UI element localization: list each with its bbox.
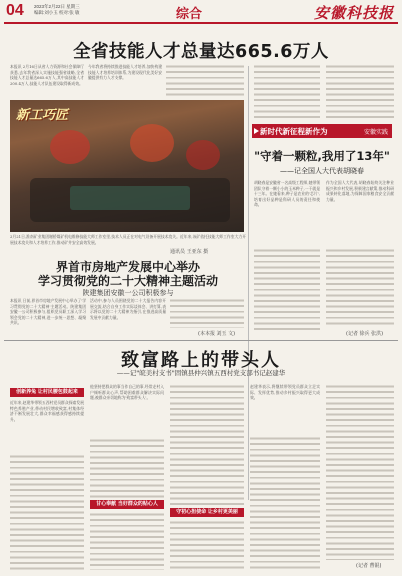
right-top-column-2 [326, 64, 394, 120]
triangle-icon [254, 128, 259, 134]
photo-credit: 通讯员 王亚东 摄 [170, 249, 209, 255]
page-header [4, 2, 398, 24]
bottom-column-2b [90, 512, 164, 570]
bottom-section-tag-1: 创新养兔 让村民腰包鼓起来 [10, 388, 84, 397]
bottom-subheadline: ——记"皖美村支书"固镇县仲兴镇五西村党支部书记赵建华 [116, 369, 286, 377]
section-divider [4, 340, 398, 341]
main-headline: 全省技能人才总量达665.6万人 [73, 42, 329, 62]
series-editor-note: (记者 徐兵 张洪) [346, 331, 384, 337]
bottom-column-3 [170, 384, 244, 506]
series-banner [252, 124, 392, 138]
main-article-column-3 [166, 64, 244, 98]
page-number: 04 [6, 2, 24, 19]
series-headline: "守着一颗粒,我用了13年" [254, 149, 390, 163]
sub-article-column-2: 活动中,参与人员围绕党的二十大报告内容开展交流,结合自身工作实际谈体会、讲打算,表示将以党的二十大精神为指引,在推进高质量发展中贡献力量。 [90, 298, 166, 320]
bottom-section-tag-3: 守初心担使命 让乡村更美丽 [170, 508, 244, 517]
bottom-section-tag-2: 甘心奉献 当好群众的贴心人 [90, 500, 164, 509]
photo-caption: 2月21日,淮南矿业集团谢桥煤矿机电维修技能大师工作室里,技术人员正在对电气设备开展技术攻关。近年来,该矿依托技能大师工作室大力开展技术攻关和人才培养工作,推动矿井安全高效发展。 [10, 234, 246, 245]
series-column-2 [326, 248, 394, 328]
bottom-column-1-text: 近年来,赵建华带领五西村党员群众探索发展特色养殖产业,带动村民增收致富,村集体经济不断发展壮大,群众幸福感获得感持续提升。 [10, 400, 84, 422]
sub-headline-line-1: 界首市房地产发展中心举办 [55, 260, 200, 274]
main-article-column-2: 今年我省将持续推进技能人才培养,加快构建技能人才培养培训体系,为建设现代化美好安徽提供有力人才支撑。 [88, 64, 162, 81]
sub-article-column-3 [170, 298, 244, 328]
bottom-editor-note: (记者 曹锟) [356, 563, 382, 569]
bottom-column-4-text: 赵建华表示,将继续带领党员群众立足实际、发挥优势,推动乡村振兴取得更大成效。 [250, 384, 320, 401]
bottom-column-4 [250, 436, 320, 570]
section-name: 综合 [176, 7, 203, 22]
news-photo [10, 100, 244, 232]
bottom-headline: 致富路上的带头人 [121, 350, 281, 371]
bottom-column-1 [10, 454, 84, 570]
bottom-column-3b [170, 520, 244, 570]
bottom-column-2-text: 他坚持把群众的事当作自己的事,经常走村入户倾听群众心声,帮助困难群众解决实际问题,被群众亲切地称为'致富带头人'。 [90, 384, 164, 401]
newspaper-masthead: 安徽科技报 [313, 4, 394, 22]
editor-credit: 编辑:刘小玉 校对:张 敏 [34, 10, 80, 15]
series-column-1 [254, 248, 320, 332]
sub-headline-line-2: 学习贯彻党的二十大精神主题活动 [37, 274, 218, 288]
bottom-column-5 [326, 384, 394, 560]
series-banner-tag: 安徽实践 [363, 129, 388, 136]
issue-date: 2023年2月22日 星期三 [34, 4, 80, 9]
bottom-column-2 [90, 438, 164, 498]
photo-caption-block [10, 234, 246, 254]
issue-date-block [34, 4, 80, 16]
sub-article-column-1: 本报讯 日前,界首市房地产发展中心举办了'学习贯彻党的二十大精神'主题活动。陕建集团安徽一公司积极参与,组织党员职工深入学习领会党的二十大精神,进一步统一思想、凝聚共识。 [10, 298, 86, 326]
photo-title: 新工巧匠 [16, 108, 69, 123]
sub-article-source: (本本报 刘玉 文) [198, 331, 236, 337]
right-top-column-1 [254, 64, 320, 120]
series-banner-title: 新时代新征程新作为 [260, 127, 328, 136]
sub-article-byline: 陕建集团安徽一公司积极参与 [82, 289, 174, 297]
column-divider [248, 66, 249, 500]
series-column-2-text: 作为全国人大代表,胡晓春始终关注种业振兴和乡村发展,积极建言献策,推动科研成果转化落地,为保障国家粮食安全贡献力量。 [326, 180, 394, 202]
main-article-column-1: 本报讯 2月16日从省人力资源和社会保障厅获悉,去年我省深入实施技能强省战略,全省技能人才总量达665.6万人,其中高技能人才200.4万人,技能人才队伍建设取得新成效。 [10, 64, 84, 86]
series-subheadline: ——记全国人大代表胡晓春 [280, 167, 364, 175]
series-column-1-text: 胡晓春是安徽省一名高级工程师,她带领团队守着一颗小小的玉米种子,一干就是十三年。在她看来,种子是农业的'芯片',培育出好品种是科研人员的责任和使命。 [254, 180, 320, 208]
